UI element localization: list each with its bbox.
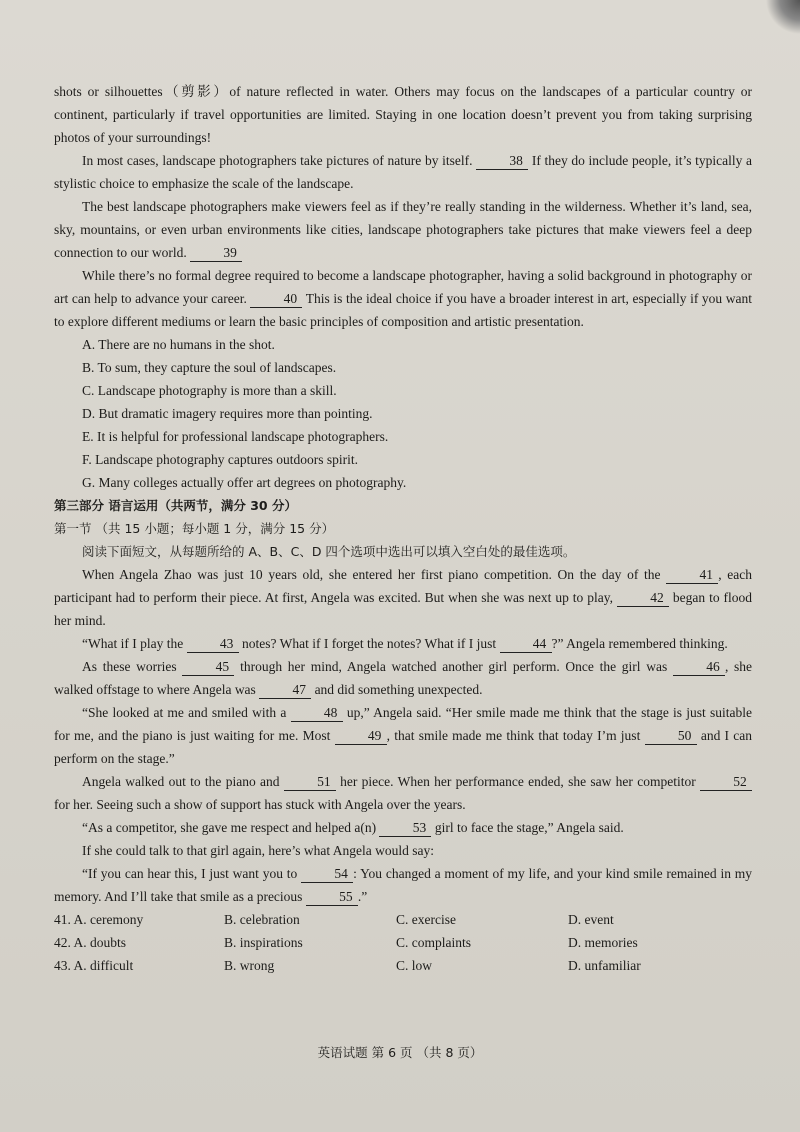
cloze-instruction: 阅读下面短文，从每题所给的 A、B、C、D 四个选项中选出可以填入空白处的最佳选项。 — [82, 544, 576, 559]
blank-54: 54 — [301, 866, 353, 883]
blank-44: 44 — [500, 636, 552, 653]
answer-choices — [54, 908, 752, 977]
choice-42d: D. memories — [568, 935, 638, 950]
option-g: G. Many colleges actually offer art degrees on photography. — [82, 475, 407, 490]
blank-48: 48 — [291, 705, 343, 722]
choice-41a: 41. A. ceremony — [54, 912, 144, 927]
option-f: F. Landscape photography captures outdoors spirit. — [82, 452, 358, 467]
cloze-paragraph-6: “As a competitor, she gave me respect and helped a(n) 53 girl to face the stage,” Angela said. — [82, 820, 624, 835]
blank-55: 55 — [306, 889, 358, 906]
option-a: A. There are no humans in the shot. — [82, 337, 275, 352]
blank-42: 42 — [617, 590, 669, 607]
cloze-paragraph-1: When Angela Zhao was just 10 years old, she entered her first piano competition. On the day of the 41 , each participant had to perform their piece. At first, Angela was excited. But when she was next up to play, 42 began to flood her mind. — [54, 567, 753, 628]
cloze-paragraph-2: “What if I play the 43 notes? What if I forget the notes? What if I just 44 ?” Angela remembered thinking. — [82, 636, 728, 651]
blank-43: 43 — [187, 636, 239, 653]
option-c: C. Landscape photography is more than a skill. — [82, 383, 337, 398]
passage-paragraph-3: The best landscape photographers make viewers feel as if they’re really standing in the wilderness. Whether it’s land, sea, sky, mountains, or even urban environments like cities, landscape photographers take pictures that make viewers feel a deep connection to our world. 39 — [54, 199, 752, 260]
choice-42c: C. complaints — [396, 935, 471, 950]
page-corner-shadow — [760, 0, 800, 40]
blank-38: 38 — [476, 153, 528, 170]
blank-53: 53 — [379, 820, 431, 837]
blank-40: 40 — [250, 291, 302, 308]
part-three-title: 第三部分 语言运用（共两节，满分 30 分） — [54, 498, 297, 513]
seven-options-list — [54, 333, 752, 494]
cloze-paragraph-8: “If you can hear this, I just want you to 54 : You changed a moment of my life, and your kind smile remained in my memory. And I’ll take that smile as a precious 55 .” — [54, 866, 753, 904]
cloze-paragraph-3: As these worries 45 through her mind, Angela watched another girl perform. Once the girl was 46 , she walked offstage to where Angela was 47 and did something unexpected. — [54, 659, 753, 697]
choice-43c: C. low — [396, 958, 433, 973]
choice-43a: 43. A. difficult — [54, 958, 134, 973]
cloze-paragraph-4: “She looked at me and smiled with a 48 up,” Angela said. “Her smile made me think that the stage is just suitable for me, and the piano is just waiting for me. Most 49 , that smile made me think that today I’m just 50 and I can perform on the stage.” — [54, 705, 753, 766]
passage-paragraph-2: In most cases, landscape photographers take pictures of nature by itself. 38 If they do include people, it’s typically a stylistic choice to emphasize the scale of the landscape. — [54, 153, 753, 191]
page-footer: 英语试题 第 6 页 （共 8 页） — [317, 1045, 483, 1060]
cloze-paragraph-7: If she could talk to that girl again, here’s what Angela would say: — [82, 843, 435, 858]
passage-paragraph-1: shots or silhouettes（剪影）of nature reflected in water. Others may focus on the landscapes of a particular country or continent, particularly if travel opportunities are limited. Staying in one location doesn’t prevent you from taking surprising photos of your surroundings! — [54, 84, 752, 145]
blank-46: 46 — [673, 659, 725, 676]
section-one-title: 第一节 （共 15 小题；每小题 1 分，满分 15 分） — [54, 521, 335, 536]
choice-43b: B. wrong — [224, 958, 275, 973]
blank-50: 50 — [645, 728, 697, 745]
option-e: E. It is helpful for professional landscape photographers. — [82, 429, 389, 444]
cloze-paragraph-5: Angela walked out to the piano and 51 her piece. When her performance ended, she saw her competitor 52 for her. Seeing such a show of support has stuck with Angela over the years. — [54, 770, 752, 816]
choice-41b: B. celebration — [224, 912, 300, 927]
blank-49: 49 — [335, 728, 387, 745]
blank-52: 52 — [700, 774, 752, 791]
passage-paragraph-4: While there’s no formal degree required to become a landscape photographer, having a solid background in photography or art can help to advance your career. 40 This is the ideal choice if you have a broader interest in art, especially if you want to explore different mediums or learn the basic principles of composition and artistic presentation. — [54, 268, 752, 329]
choice-42b: B. inspirations — [224, 935, 303, 950]
choice-41d: D. event — [568, 912, 614, 927]
option-d: D. But dramatic imagery requires more than pointing. — [82, 406, 373, 421]
blank-41: 41 — [666, 567, 718, 584]
blank-47: 47 — [259, 682, 311, 699]
option-b: B. To sum, they capture the soul of landscapes. — [82, 360, 337, 375]
blank-39: 39 — [190, 245, 242, 262]
choice-43d: D. unfamiliar — [568, 958, 641, 973]
choice-42a: 42. A. doubts — [54, 935, 127, 950]
blank-51: 51 — [284, 774, 336, 791]
choice-41c: C. exercise — [396, 912, 456, 927]
blank-45: 45 — [182, 659, 234, 676]
